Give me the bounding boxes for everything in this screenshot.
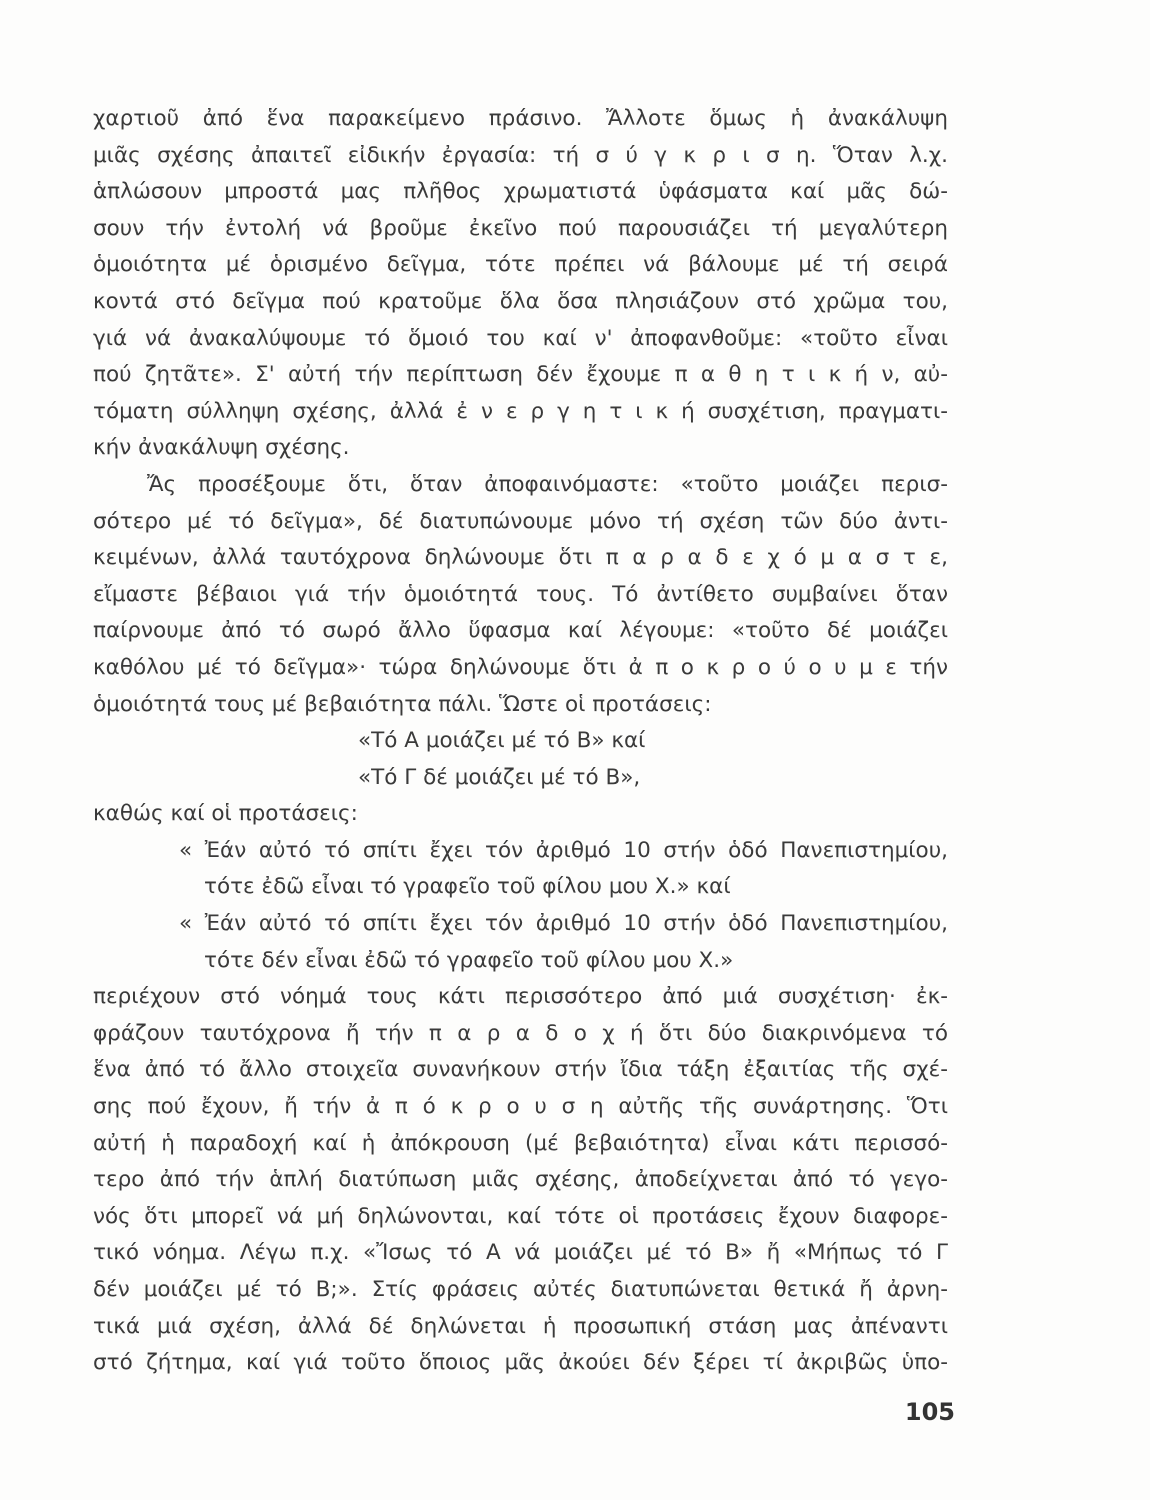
quote-line: « Ἐάν αὐτό τό σπίτι ἔχει τόν ἀριθμό 10 στήν ὁδό Πανεπιστημίου, [179, 911, 948, 937]
text-line: περιέχουν στό νόημά τους κάτι περισσότερο ἀπό μιά συσχέτιση· ἐκ- [93, 984, 948, 1010]
text-line: αὐτή ἡ παραδοχή καί ἡ ἀπόκρουση (μέ βεβαιότητα) εἶναι κάτι περισσό- [93, 1130, 948, 1156]
body-text [93, 101, 948, 1382]
page-number: 105 [904, 1398, 955, 1426]
text-line: σότερο μέ τό δεῖγμα», δέ διατυπώνουμε μόνο τή σχέση τῶν δύο ἀντι- [93, 508, 948, 534]
text-line: ἁπλώσουν μπροστά μας πλῆθος χρωματιστά ὑφάσματα καί μᾶς δώ- [93, 179, 948, 205]
text-line: κήν ἀνακάλυψη σχέσης. [93, 435, 350, 461]
text-line: εἴμαστε βέβαιοι γιά τήν ὁμοιότητά τους. Τό ἀντίθετο συμβαίνει ὅταν [93, 581, 948, 607]
text-line: καθόλου μέ τό δεῖγμα»· τώρα δηλώνουμε ὅτι ἀ π ο κ ρ ο ύ ο υ μ ε τήν [93, 654, 948, 680]
text-line: γιά νά ἀνακαλύψουμε τό ὅμοιό του καί ν' ἀποφανθοῦμε: «τοῦτο εἶναι [93, 325, 948, 351]
text-line: κοντά στό δεῖγμα πού κρατοῦμε ὅλα ὅσα πλησιάζουν στό χρῶμα του, [93, 288, 948, 314]
text-line: φράζουν ταυτόχρονα ἤ τήν π α ρ α δ ο χ ή ὅτι δύο διακρινόμενα τό [93, 1020, 948, 1046]
text-line: τερο ἀπό τήν ἁπλή διατύπωση μιᾶς σχέσης, ἀποδείχνεται ἀπό τό γεγο- [93, 1167, 948, 1193]
text-line: τόματη σύλληψη σχέσης, ἀλλά ἐ ν ε ρ γ η τ ι κ ή συσχέτιση, πραγματι- [93, 398, 948, 424]
text-line: ὁμοιότητα μέ ὁρισμένο δεῖγμα, τότε πρέπει νά βάλουμε μέ τή σειρά [93, 252, 948, 278]
text-line: πού ζητᾶτε». Σ' αὐτή τήν περίπτωση δέν ἔχουμε π α θ η τ ι κ ή ν, αὐ- [93, 362, 948, 388]
quote-line: τότε ἐδῶ εἶναι τό γραφεῖο τοῦ φίλου μου Χ.» καί [204, 874, 731, 900]
text-line: σης πού ἔχουν, ἤ τήν ἀ π ό κ ρ ο υ σ η αὐτῆς τῆς συνάρτησης. Ὅτι [93, 1094, 948, 1120]
text-line: δέν μοιάζει μέ τό Β;». Στίς φράσεις αὐτές διατυπώνεται θετικά ἤ ἀρνη- [93, 1277, 948, 1302]
text-line: παίρνουμε ἀπό τό σωρό ἄλλο ὕφασμα καί λέγουμε: «τοῦτο δέ μοιάζει [93, 618, 948, 644]
text-line: χαρτιοῦ ἀπό ἕνα παρακείμενο πράσινο. Ἄλλοτε ὅμως ἡ ἀνακάλυψη [93, 106, 948, 131]
quote-line: « Ἐάν αὐτό τό σπίτι ἔχει τόν ἀριθμό 10 στήν ὁδό Πανεπιστημίου, [179, 837, 948, 863]
text-line: ὁμοιότητά τους μέ βεβαιότητα πάλι. Ὥστε οἱ προτάσεις: [93, 691, 712, 717]
quote-line: «Τό Α μοιάζει μέ τό Β» καί [358, 728, 646, 754]
quote-line: τότε δέν εἶναι ἐδῶ τό γραφεῖο τοῦ φίλου μου Χ.» [204, 947, 734, 973]
text-line: νός ὅτι μπορεῖ νά μή δηλώνονται, καί τότε οἱ προτάσεις ἔχουν διαφορε- [93, 1203, 948, 1229]
text-line: τικά μιά σχέση, ἀλλά δέ δηλώνεται ἡ προσωπική στάση μας ἀπέναντι [93, 1313, 948, 1339]
text-line: καθώς καί οἱ προτάσεις: [93, 801, 358, 827]
text-line: μιᾶς σχέσης ἀπαιτεῖ εἰδικήν ἐργασία: τή σ ύ γ κ ρ ι σ η. Ὅταν λ.χ. [93, 142, 948, 168]
text-line: ἕνα ἀπό τό ἄλλο στοιχεῖα συνανήκουν στήν ἴδια τάξη ἐξαιτίας τῆς σχέ- [93, 1057, 948, 1083]
text-line: κειμένων, ἀλλά ταυτόχρονα δηλώνουμε ὅτι π α ρ α δ ε χ ό μ α σ τ ε, [93, 545, 948, 571]
text-line: στό ζήτημα, καί γιά τοῦτο ὅποιος μᾶς ἀκούει δέν ξέρει τί ἀκριβῶς ὑπο- [93, 1350, 948, 1376]
quote-line: «Τό Γ δέ μοιάζει μέ τό Β», [358, 764, 641, 790]
text-line: Ἄς προσέξουμε ὅτι, ὅταν ἀποφαινόμαστε: «τοῦτο μοιάζει περισ- [147, 471, 948, 497]
text-line: σουν τήν ἐντολή νά βροῦμε ἐκεῖνο πού παρουσιάζει τή μεγαλύτερη [93, 215, 948, 241]
text-line: τικό νόημα. Λέγω π.χ. «Ἴσως τό Α νά μοιάζει μέ τό Β» ἤ «Μήπως τό Γ [93, 1240, 948, 1266]
